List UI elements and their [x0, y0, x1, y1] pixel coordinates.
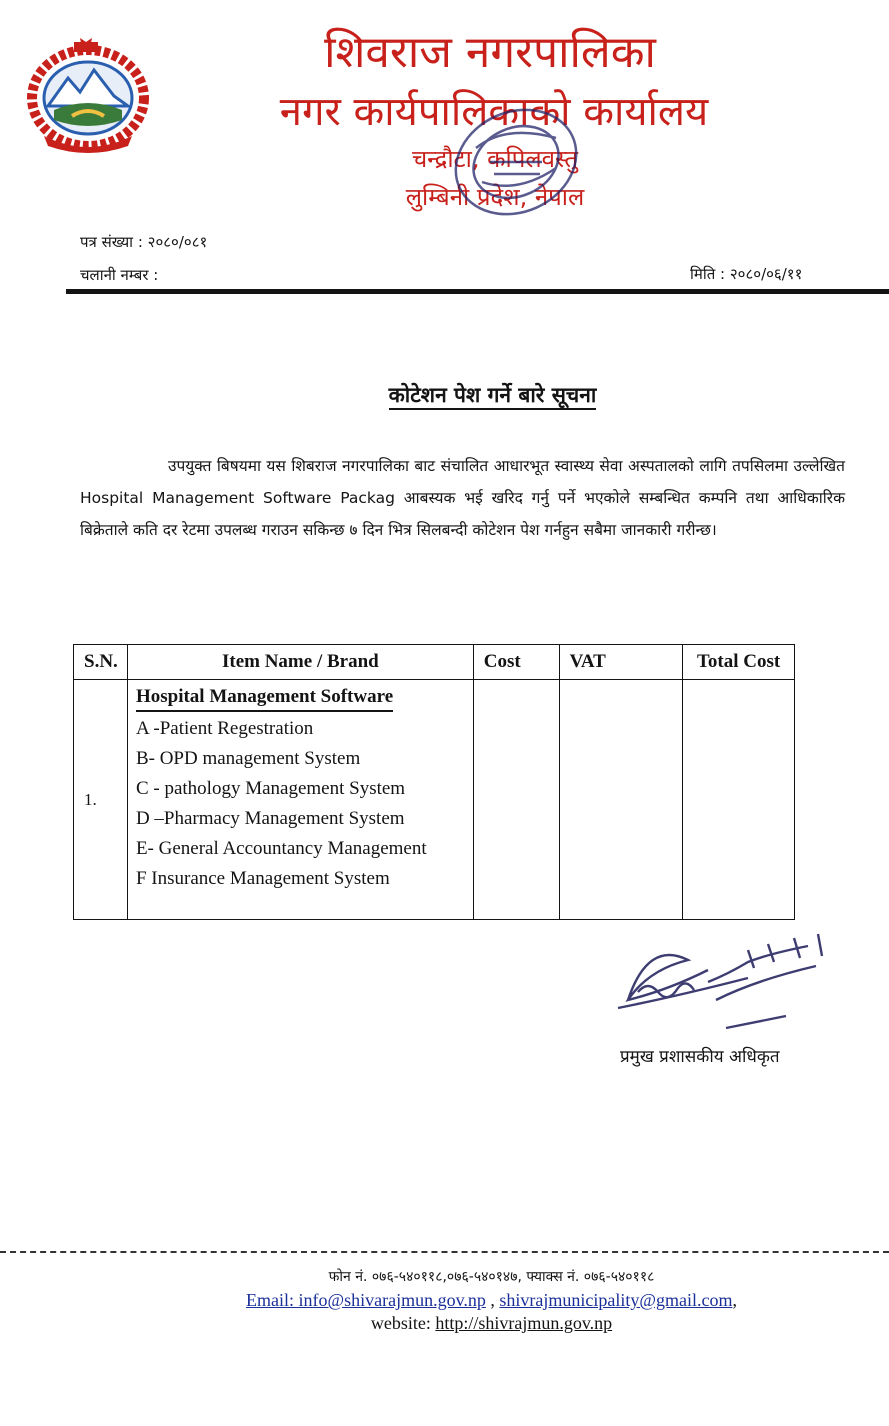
notice-body: उपयुक्त बिषयमा यस शिबराज नगरपालिका बाट संचालित आधारभूत स्वास्थ्य सेवा अस्पतालको लागि तपसिलमा उल्लेखित Hospital Management Software Packag आबस्यक भई खरिद गर्नु पर्ने भएकोले सम्बन्धित कम्पनि तथा आधिकारिक बिक्रेताले कति दर रेटमा उपलब्ध गराउन सकिन्छ ७ दिन भित्र सिलबन्दी कोटेशन पेश गर्नहुन सबैमा जानकारी गरीन्छ।	[80, 457, 845, 539]
list-item: B- OPD management System	[135, 748, 361, 769]
municipality-title: शिवराज नगरपालिका	[324, 27, 656, 78]
notice-title-text: कोटेशन पेश गर्ने बारे सूचना	[389, 383, 597, 410]
table-header-row	[74, 645, 795, 680]
letter-date: मिति : २०८०/०६/११	[690, 265, 803, 283]
list-item: C - pathology Management System	[135, 778, 406, 799]
item-heading: Hospital Management Software	[136, 684, 393, 712]
signatory-title: प्रमुख प्रशासकीय अधिकृत	[620, 1047, 780, 1067]
nepal-government-emblem-icon	[24, 36, 152, 154]
header-item-name: Item Name / Brand	[127, 645, 473, 680]
notice-title	[0, 380, 889, 410]
header-total-cost: Total Cost	[683, 645, 795, 680]
header-vat: VAT	[559, 645, 683, 680]
footer-phone: फोन नं. ०७६-५४०११८,०७६-५४०१४७, फ्याक्स नं. ०७६-५४०११८	[328, 1269, 655, 1285]
letter-number: पत्र संख्या : २०८०/०८१	[80, 233, 208, 251]
footer-website	[0, 1311, 889, 1335]
website-link[interactable]: http://shivrajmun.gov.np	[435, 1313, 613, 1333]
list-item: E- General Accountancy Management	[135, 838, 427, 859]
address-line-1: चन्द्रौटा, कपिलवस्तु	[411, 145, 579, 173]
footer-email	[0, 1288, 889, 1312]
table-row	[74, 680, 795, 920]
email-end: ,	[732, 1290, 737, 1310]
address-line-2: लुम्बिनी प्रदेश, नेपाल	[405, 183, 585, 211]
footer-divider	[0, 1251, 889, 1253]
email-link-primary[interactable]: Email: info@shivarajmun.gov.np	[246, 1290, 486, 1310]
email-link-secondary[interactable]: shivrajmunicipality@gmail.com	[499, 1290, 733, 1310]
cell-cost	[473, 680, 559, 920]
header-cost: Cost	[473, 645, 559, 680]
list-item: A -Patient Regestration	[135, 718, 314, 739]
cell-item	[127, 680, 473, 920]
header-divider	[66, 289, 889, 294]
website-label: website:	[370, 1313, 436, 1333]
dispatch-number: चलानी नम्बर :	[80, 266, 159, 284]
cell-total-cost	[683, 680, 795, 920]
email-separator: ,	[485, 1290, 500, 1310]
cell-sn: 1.	[74, 680, 128, 920]
signature-stamp	[598, 930, 868, 1050]
list-item: D –Pharmacy Management System	[135, 808, 405, 829]
cell-vat	[559, 680, 683, 920]
header-sn: S.N.	[74, 645, 128, 680]
list-item: F Insurance Management System	[135, 868, 390, 889]
items-table	[73, 644, 795, 920]
office-title: नगर कार्यपालिकाको कार्यालय	[279, 89, 709, 135]
